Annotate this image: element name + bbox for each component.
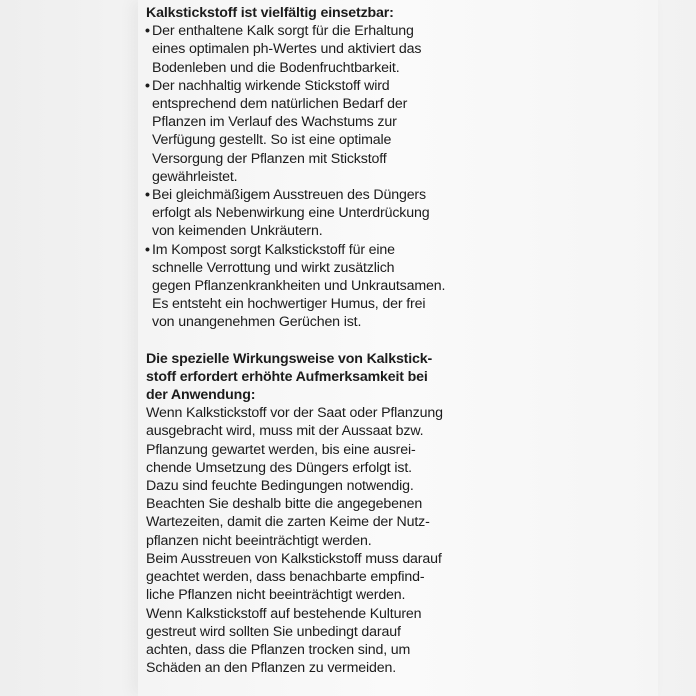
paragraph-line: achten, dass die Pflanzen trocken sind, um: [146, 641, 411, 658]
paragraph-line: Wenn Kalkstickstoff auf bestehende Kulturen: [146, 605, 422, 622]
caution-paragraph: [146, 404, 506, 677]
paragraph-line: gestreut wird sollten Sie unbedingt darauf: [146, 623, 401, 640]
caution-heading-line: Die spezielle Wirkungsweise von Kalkstick-: [146, 350, 433, 367]
paragraph-line: Schäden an den Pflanzen zu vermeiden.: [146, 660, 396, 677]
bullet-marker: •: [145, 23, 150, 40]
bullet-line: Versorgung der Pflanzen mit Stickstoff: [152, 150, 387, 167]
caution-heading-line: stoff erfordert erhöhte Aufmerksamkeit bei: [146, 368, 428, 385]
caution-heading: [146, 350, 506, 405]
paragraph-line: pflanzen nicht beeinträchtigt werden.: [146, 532, 372, 549]
bullet-line: gegen Pflanzenkrankheiten und Unkrautsamen.: [152, 278, 446, 295]
bullet-item: [146, 241, 506, 332]
bullet-line: Bei gleichmäßigem Ausstreuen des Düngers: [152, 187, 426, 204]
bullet-line: von keimenden Unkräutern.: [152, 223, 323, 240]
bullet-line: schnelle Verrottung und wirkt zusätzlich: [152, 259, 395, 276]
document-text: [146, 4, 506, 677]
paragraph-line: Beim Ausstreuen von Kalkstickstoff muss darauf: [146, 550, 442, 567]
paragraph-line: ausgebracht wird, muss mit der Aussaat bzw.: [146, 423, 424, 440]
bullet-line: Es entsteht ein hochwertiger Humus, der frei: [152, 296, 426, 313]
bullet-marker: •: [145, 187, 150, 204]
paragraph-line: liche Pflanzen nicht beeinträchtigt werden.: [146, 587, 406, 604]
bullet-line: Im Kompost sorgt Kalkstickstoff für eine: [152, 241, 395, 258]
bullet-line: Verfügung gestellt. So ist eine optimale: [152, 132, 392, 149]
bullet-line: von unangenehmen Gerüchen ist.: [152, 314, 362, 331]
bullet-line: gewährleistet.: [152, 168, 238, 185]
paragraph-line: chende Umsetzung des Düngers erfolgt ist.: [146, 459, 412, 476]
paragraph-line: Wenn Kalkstickstoff vor der Saat oder Pflanzung: [146, 405, 443, 422]
bullet-line: Der nachhaltig wirkende Stickstoff wird: [152, 77, 390, 94]
paragraph-line: geachtet werden, dass benachbarte empfind-: [146, 569, 425, 586]
bullet-line: entsprechend dem natürlichen Bedarf der: [152, 96, 408, 113]
bullet-marker: •: [145, 77, 150, 94]
usage-heading: Kalkstickstoff ist vielfältig einsetzbar:: [146, 5, 394, 21]
caution-heading-line: der Anwendung:: [146, 387, 256, 404]
bullet-line: erfolgt als Nebenwirkung eine Unterdrückung: [152, 205, 430, 222]
paragraph-line: Beachten Sie deshalb bitte die angegebenen: [146, 496, 423, 513]
paragraph-line: Pflanzung gewartet werden, bis eine ausrei-: [146, 441, 416, 458]
bullet-item: [146, 186, 506, 241]
bullet-line: Der enthaltene Kalk sorgt für die Erhaltung: [152, 23, 414, 40]
bullet-item: [146, 77, 506, 186]
bullet-marker: •: [145, 241, 150, 258]
usage-section: [146, 4, 506, 332]
usage-bullet-list: [146, 22, 506, 331]
bullet-item: [146, 22, 506, 77]
bullet-line: Bodenleben und die Bodenfruchtbarkeit.: [152, 59, 400, 76]
paragraph-line: Wartezeiten, damit die zarten Keime der Nutz-: [146, 514, 430, 531]
paragraph-line: Dazu sind feuchte Bedingungen notwendig.: [146, 478, 414, 495]
bullet-line: Pflanzen im Verlauf des Wachstums zur: [152, 114, 397, 131]
bullet-line: eines optimalen ph-Wertes und aktiviert das: [152, 41, 422, 58]
caution-section: [146, 350, 506, 678]
